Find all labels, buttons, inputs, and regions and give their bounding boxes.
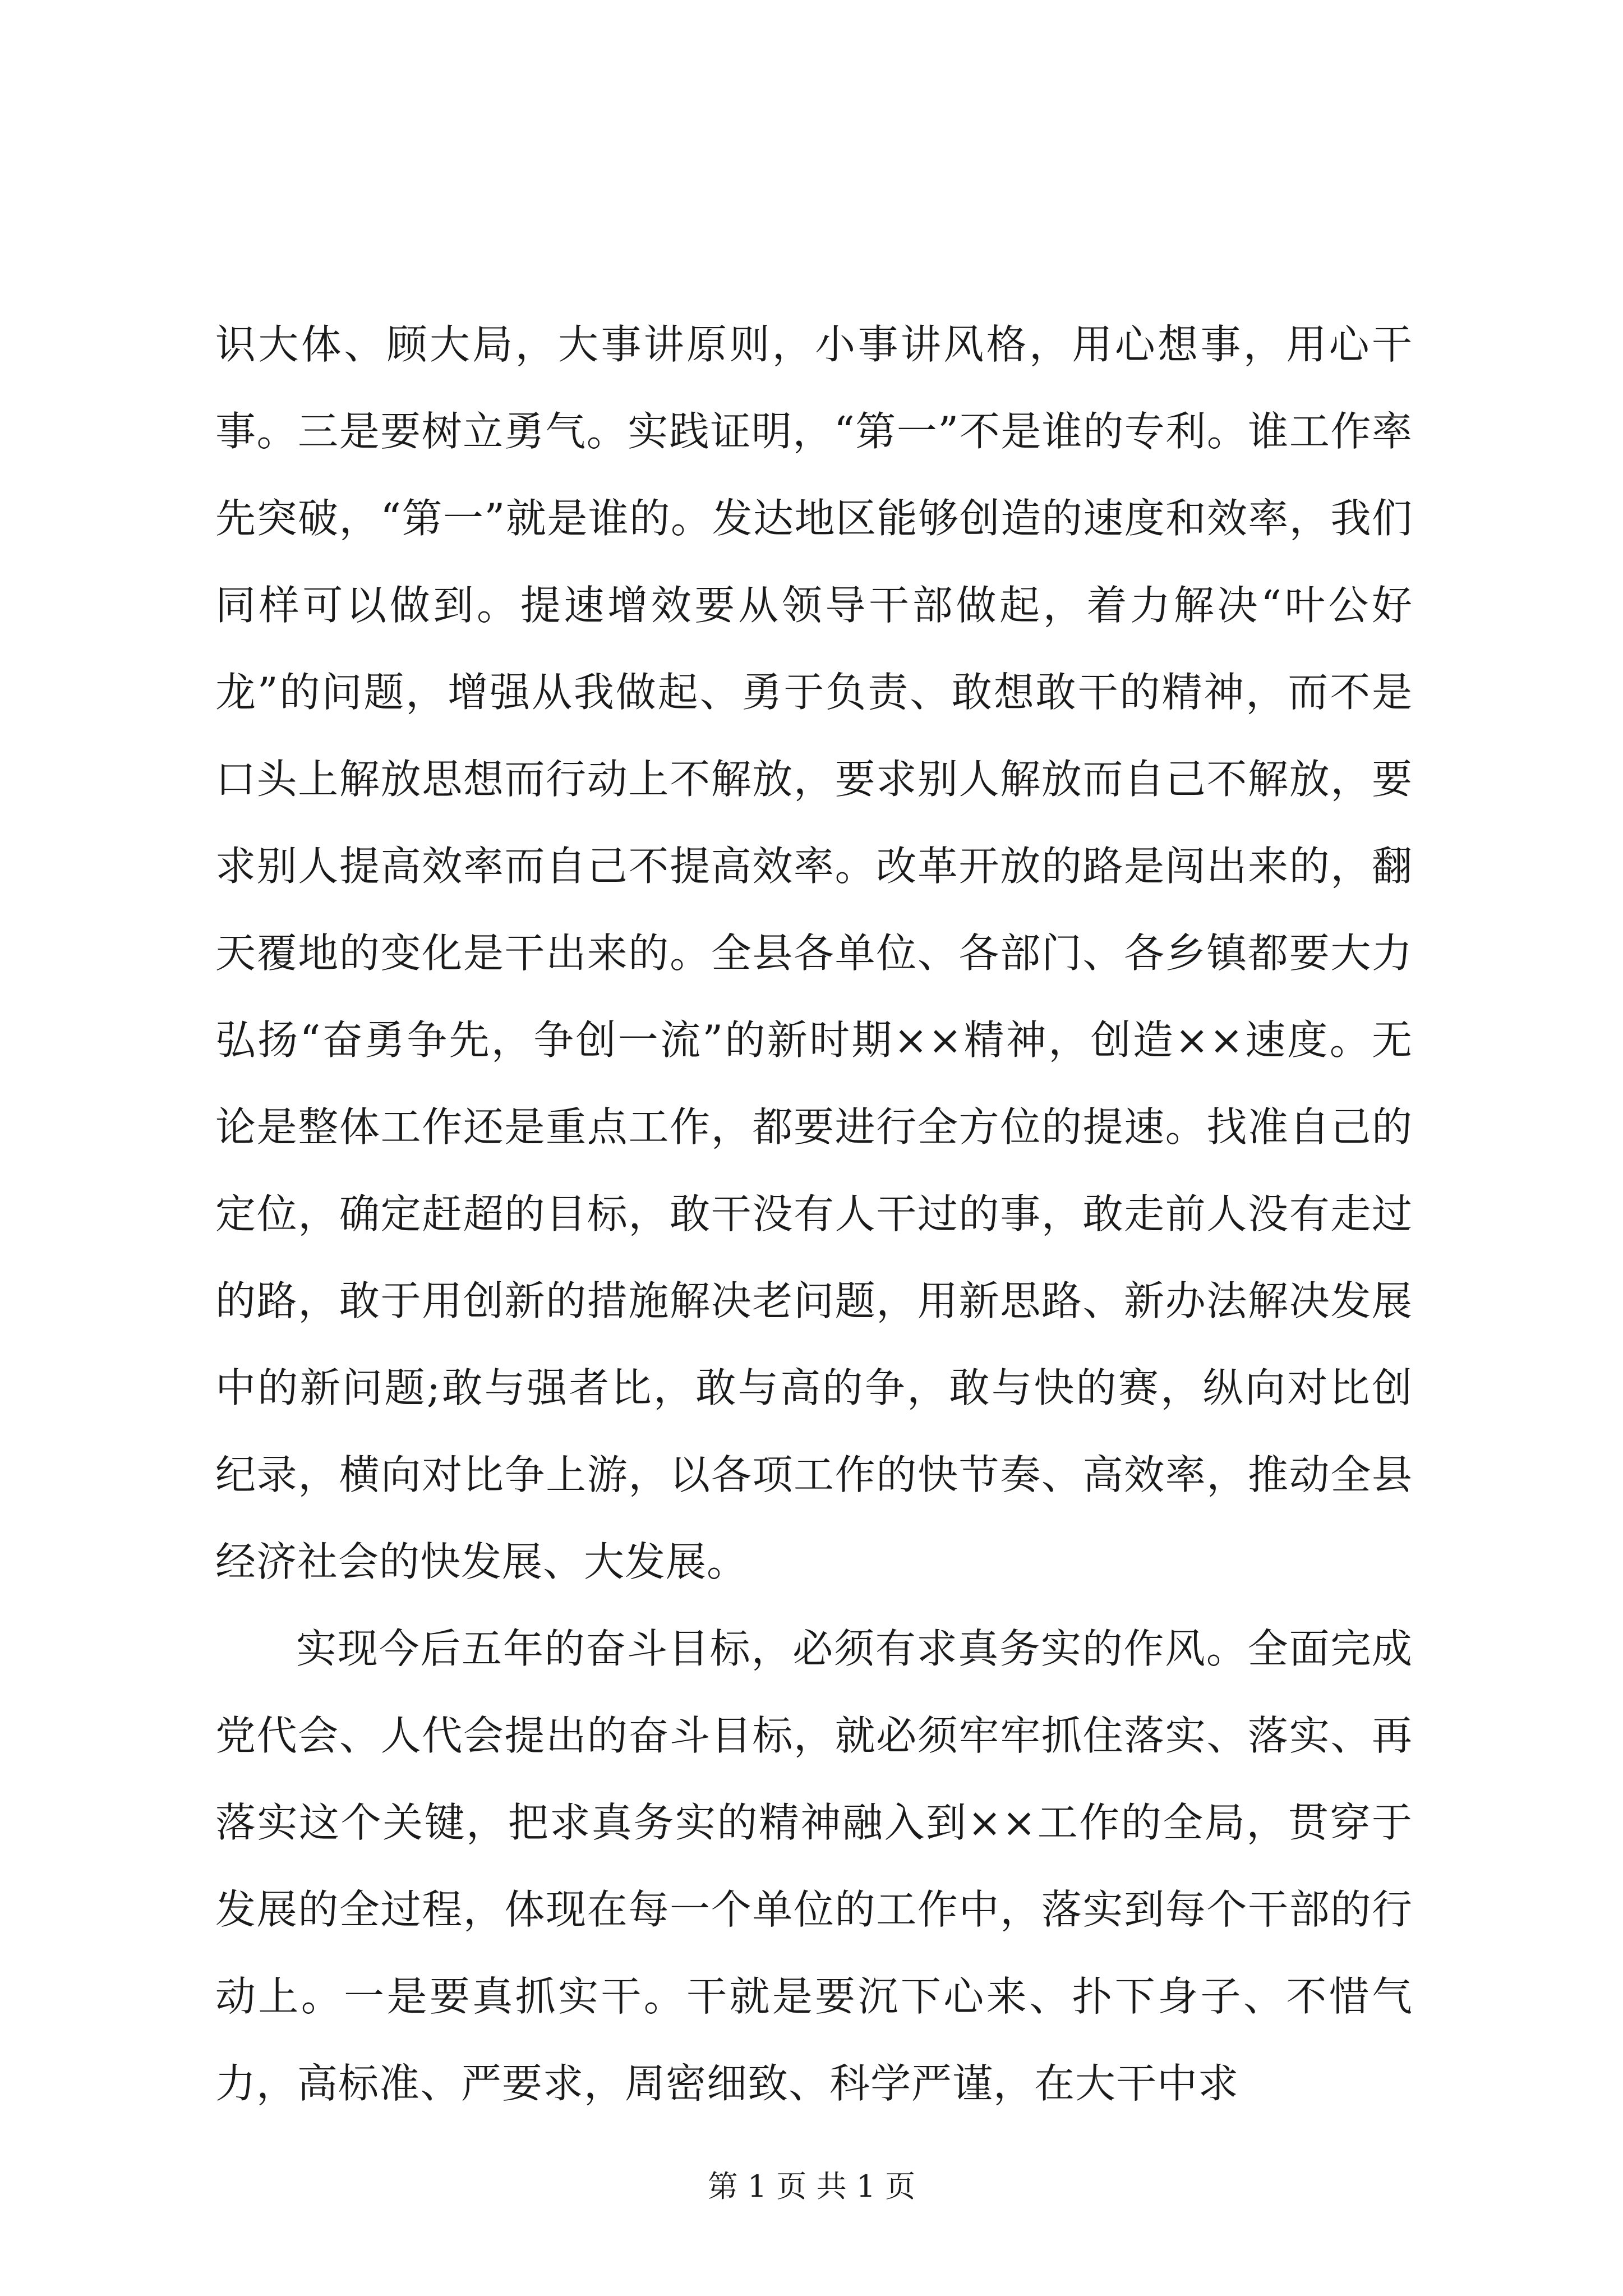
paragraph-1: 识大体、顾大局，大事讲原则，小事讲风格，用心想事，用心干事。三是要树立勇气。实践证明，“第一”不是谁的专利。谁工作率先突破，“第一”就是谁的。发达地区能够创造的速度和效率，我们同样可以做到。提速增效要从领导干部做起，着力解决“叶公好龙”的问题，增强从我做起、勇于负责、敢想敢干的精神，而不是口头上解放思想而行动上不解放，要求别人解放而自己不解放，要求别人提高效率而自己不提高效率。改革开放的路是闯出来的，翻天覆地的变化是干出来的。全县各单位、各部门、各乡镇都要大力弘扬“奋勇争先，争创一流”的新时期××精神，创造××速度。无论是整体工作还是重点工作，都要进行全方位的提速。找准自己的定位，确定赶超的目标，敢干没有人干过的事，敢走前人没有走过的路，敢于用创新的措施解决老问题，用新思路、新办法解决发展中的新问题;敢与强者比，敢与高的争，敢与快的赛，纵向对比创纪录，横向对比争上游，以各项工作的快节奏、高效率，推动全县经济社会的快发展、大发展。 <box>215 321 1413 1585</box>
document-body <box>215 301 1413 2127</box>
paragraph-2: 实现今后五年的奋斗目标，必须有求真务实的作风。全面完成党代会、人代会提出的奋斗目标，就必须牢牢抓住落实、落实、再落实这个关键，把求真务实的精神融入到××工作的全局，贯穿于发展的全过程，体现在每一个单位的工作中，落实到每个干部的行动上。一是要真抓实干。干就是要沉下心来、扑下身子、不惜气力，高标准、严要求，周密细致、科学严谨，在大干中求 <box>215 1625 1413 2107</box>
page-footer: 第 1 页 共 1 页 <box>707 2169 916 2204</box>
